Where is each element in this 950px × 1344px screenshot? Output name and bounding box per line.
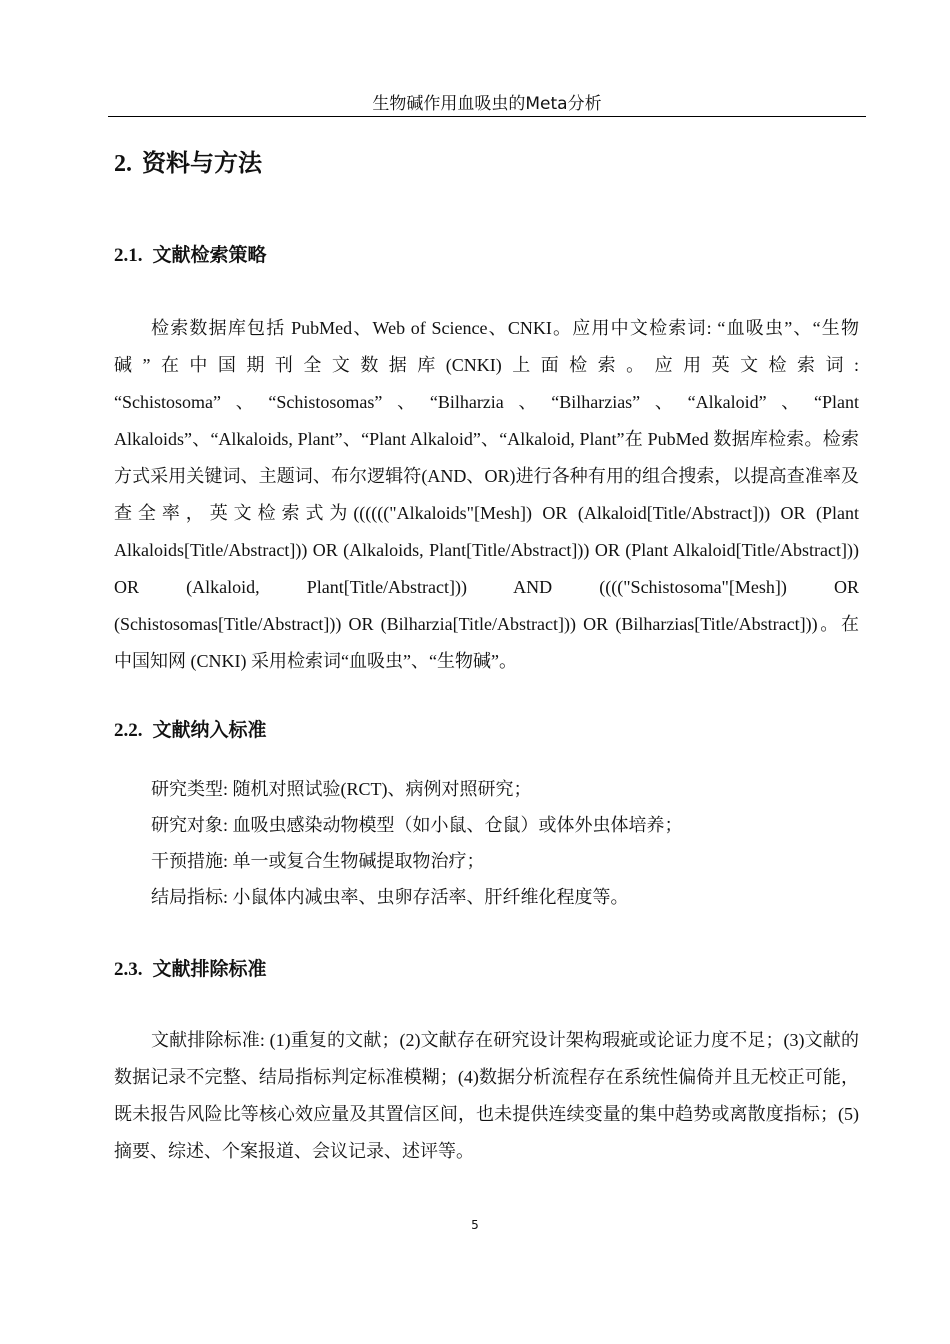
subsection-number: 2.1. [114,245,143,266]
paragraph: 文献排除标准: (1)重复的文献；(2)文献存在研究设计架构瑕疵或论证力度不足；(3)文献的数据记录不完整、结局指标判定标准模糊；(4)数据分析流程存在系统性偏倚并且无校正可能，既未报告风险比等核心效应量及其置信区间，也未提供连续变量的集中趋势或离散度指标；(5)摘要、综述、个案报道、会议记录、述评等。 [114,1030,859,1161]
subsection-body-2-3 [114,1022,859,1170]
page-number: 5 [471,1218,479,1232]
page-content [114,140,859,1170]
paragraph: 检索数据库包括 PubMed、Web of Science、CNKI。应用中文检索词: “血吸虫”、“生物碱”在中国期刊全文数据库(CNKI)上面检索。应用英文检索词: “Schistosoma”、“Schistosomas”、“Bilharzia、“Bilharzias”、“Alkaloid”、“Plant Alkaloids”、“Alkaloids, Plant”、“Plant Alkaloid”、“Alkaloid, Plant”在 PubMed 数据库检索。检索方式采用关键词、主题词、布尔逻辑符(AND、OR)进行各种有用的组合搜索，以提高查准率及查全率，英文检索式为(((((("Alkaloids"[Mesh]) OR (Alkaloid[Title/Abstract])) OR (Plant Alkaloids[Title/Abstract])) OR (Alkaloids, Plant[Title/Abstract])) OR (Plant Alkaloid[Title/Abstract])) OR (Alkaloid, Plant[Title/Abstract])) AND (((("Schistosoma"[Mesh]) OR (Schistosomas[Title/Abstract])) OR (Bilharzia[Title/Abstract])) OR (Bilharzias[Title/Abstract]))。在中国知网 (CNKI) 采用检索词“血吸虫”、“生物碱”。 [114,318,859,671]
subsection-number: 2.2. [114,720,143,741]
subsection-title: 文献排除标准 [152,958,267,980]
subsection-body-2-1 [114,310,859,680]
list-item: 结局指标: 小鼠体内减虫率、虫卵存活率、肝纤维化程度等。 [151,887,629,907]
subsection-title: 文献检索策略 [152,244,267,266]
subsection-body-2-2 [114,771,859,915]
header-rule [108,116,866,117]
section-title: 资料与方法 [142,149,262,177]
list-item: 研究对象: 血吸虫感染动物模型（如小鼠、仓鼠）或体外虫体培养； [151,815,683,835]
section-heading [114,146,859,181]
subsection-heading-2-3 [114,955,859,984]
list-item: 干预措施: 单一或复合生物碱提取物治疗； [151,851,485,871]
subsection-heading-2-1 [114,241,859,270]
running-header: 生物碱作用血吸虫的Meta分析 [372,94,602,114]
subsection-heading-2-2 [114,716,859,745]
subsection-number: 2.3. [114,959,143,980]
list-item: 研究类型: 随机对照试验(RCT)、病例对照研究； [151,779,532,799]
subsection-title: 文献纳入标准 [152,719,267,741]
section-number: 2. [114,151,132,177]
